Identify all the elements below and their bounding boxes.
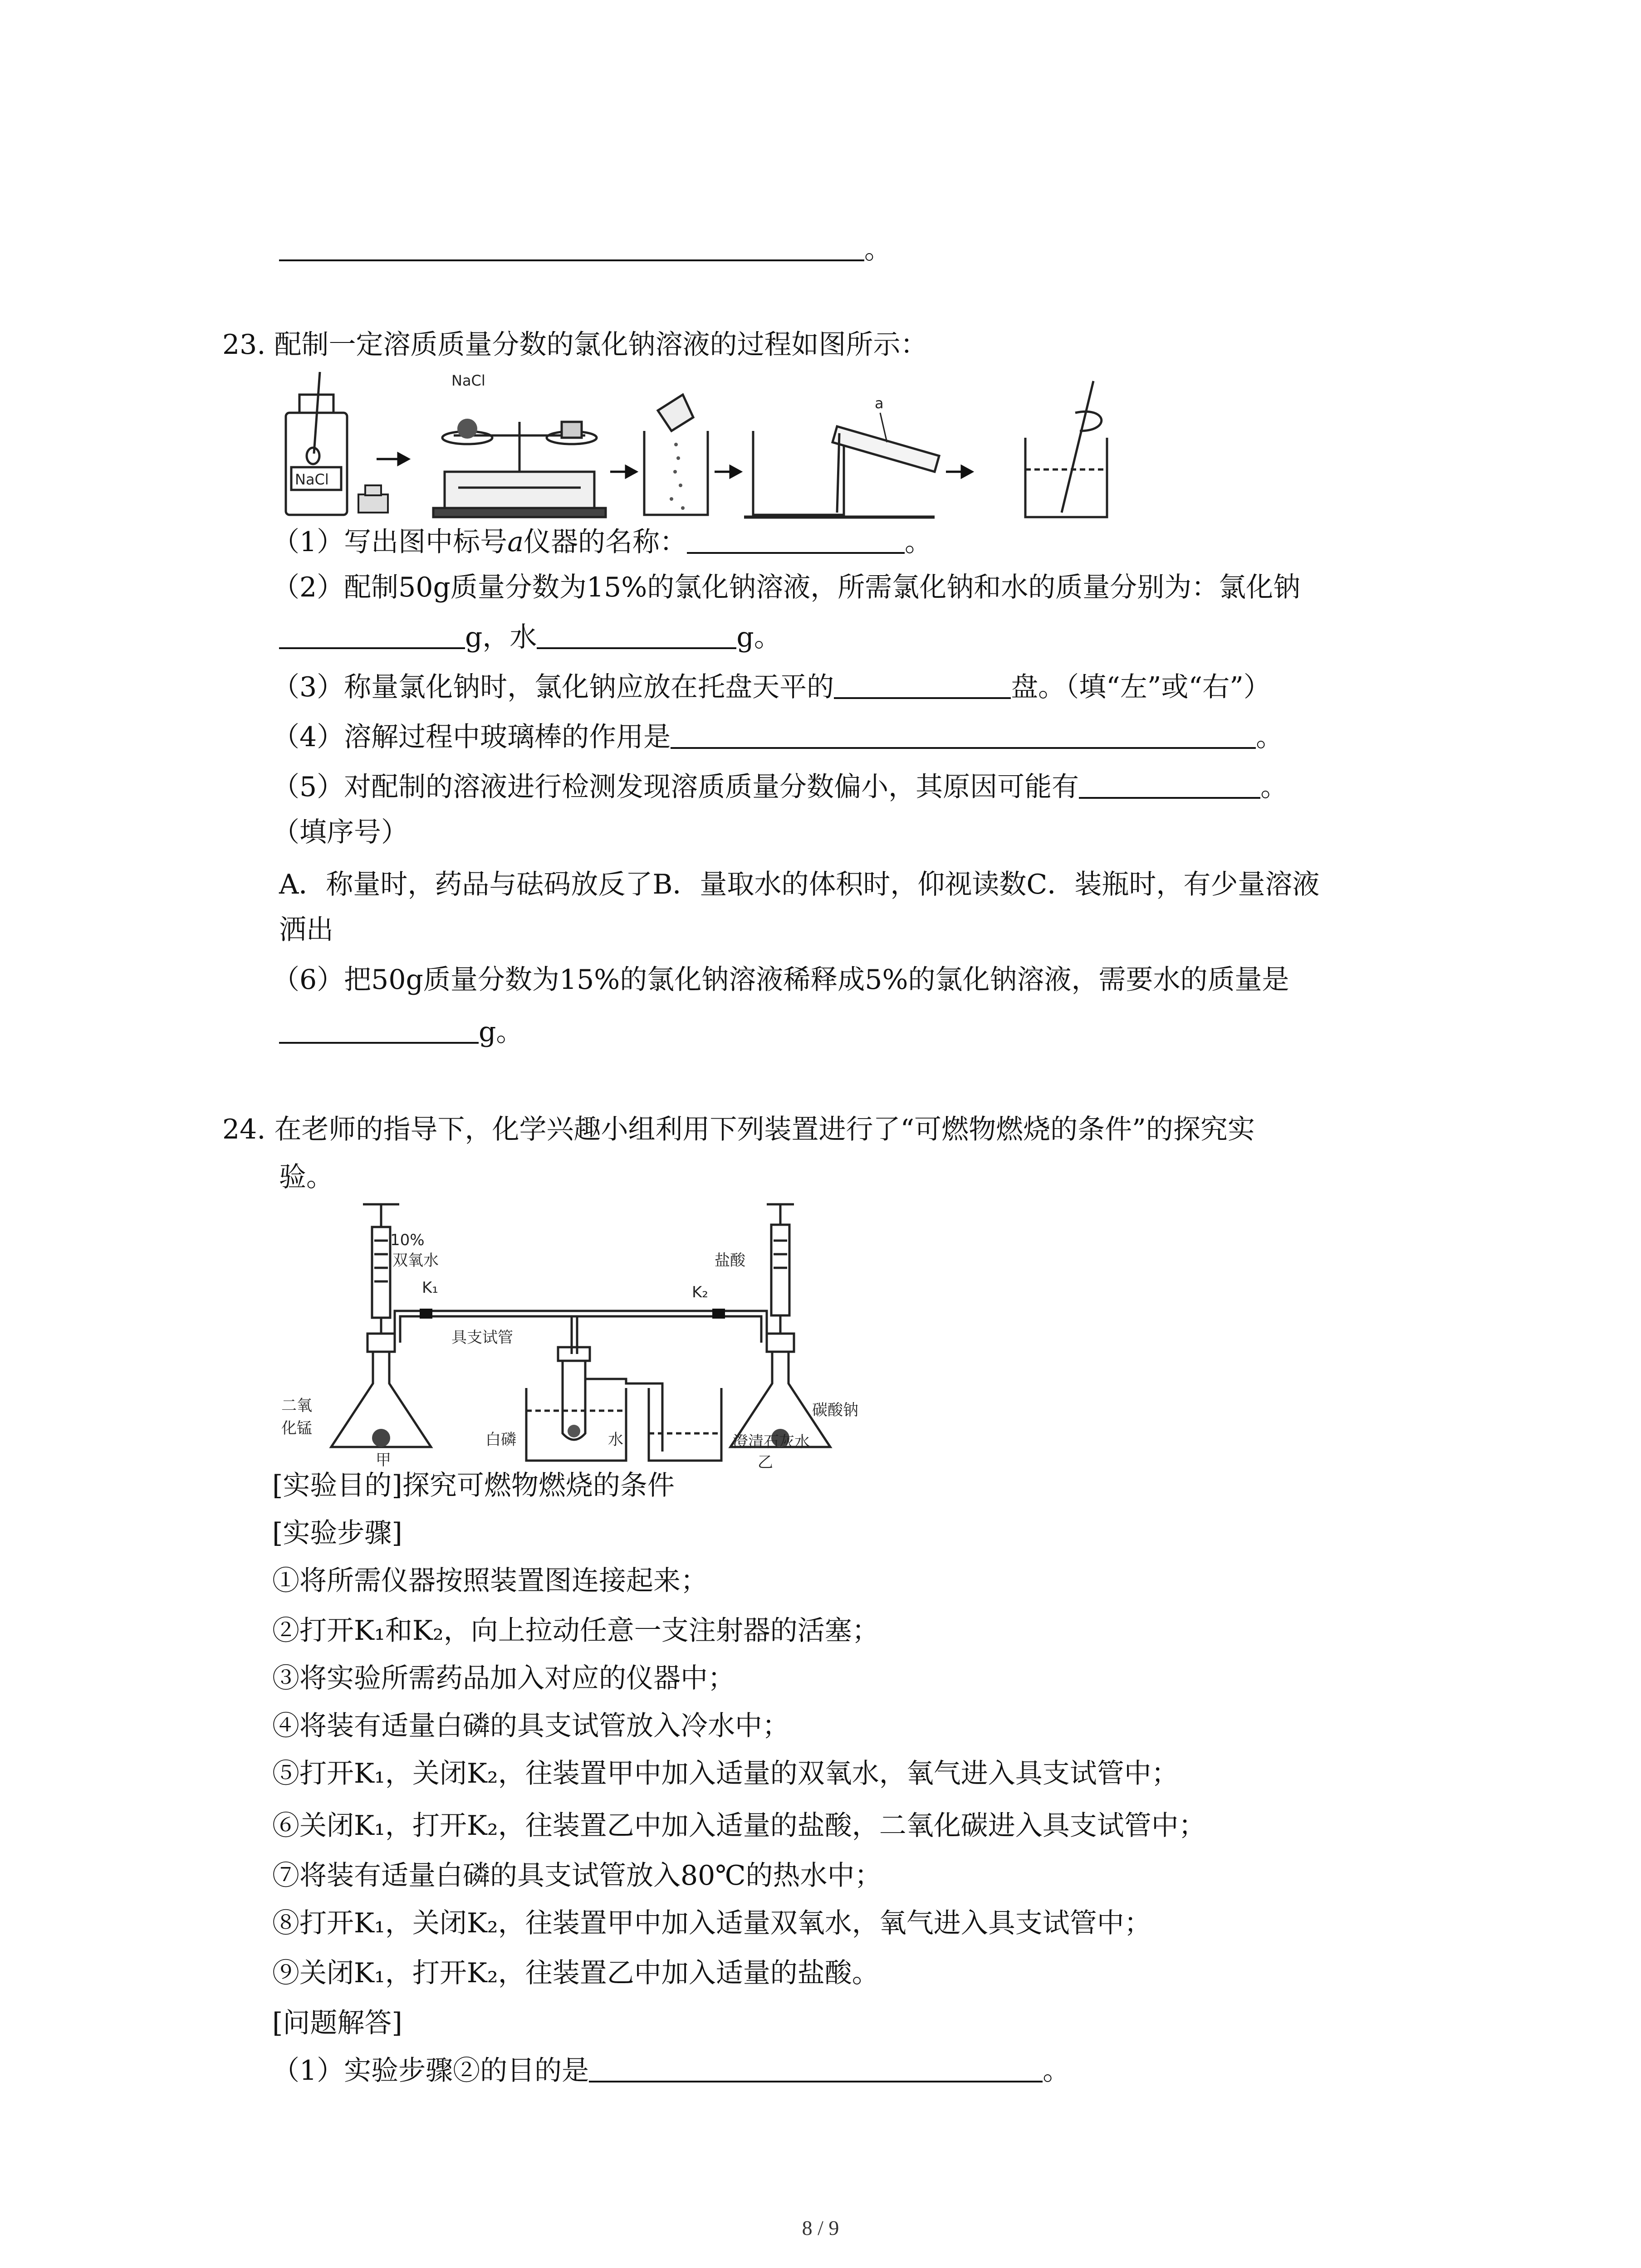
beaker-water-icon [526,1388,626,1461]
step-6: ⑥关闭K₁，打开K₂，往装置乙中加入适量的盐酸，二氧化碳进入具支试管中； [272,1810,1206,1842]
step-5: ⑤打开K₁，关闭K₂，往装置甲中加入适量的双氧水，氧气进入具支试管中； [272,1758,1179,1789]
q23-options-line1: A．称量时，药品与砝码放反了B．量取水的体积时，仰视读数C．装瓶时，有少量溶液 [279,869,1320,900]
answer-blank[interactable] [279,1015,479,1044]
step-9: ⑨关闭K₁，打开K₂，往装置乙中加入适量的盐酸。 [272,1957,879,1989]
arrow-icon [715,466,740,477]
q23-part1: （1）写出图中标号a仪器的名称： 。 [272,524,932,560]
valve-k2-icon [712,1309,725,1319]
label-mno2-1: 二氧 [281,1397,312,1415]
q24-figure [272,1198,880,1470]
beaker-cylinder-icon [744,426,939,517]
answer-blank[interactable] [279,620,465,649]
answer-blank[interactable] [1079,770,1260,799]
answer-blank[interactable] [279,232,864,261]
label-branched-tube: 具支试管 [451,1329,513,1347]
q24-purpose: [实验目的]探究可燃物燃烧的条件 [272,1470,675,1501]
arrow-icon [610,466,636,477]
nacl-bottle-label: NaCl [295,471,329,488]
arrow-icon [946,466,972,477]
mno2-powder-icon [372,1429,390,1447]
label-limewater: 澄清石灰水 [733,1433,810,1451]
label-jia: 甲 [376,1451,391,1469]
step-8: ⑧打开K₁，关闭K₂，往装置甲中加入适量双氧水，氧气进入具支试管中； [272,1907,1151,1939]
beaker-limewater-icon [649,1388,721,1461]
q23-part4: （4）溶解过程中玻璃棒的作用是 。 [272,719,1283,755]
reagent-bottle-icon [286,372,347,515]
label-10pct: 10% [390,1231,425,1249]
step-4: ④将装有适量白磷的具支试管放入冷水中； [272,1710,789,1742]
beaker-stir-icon [1025,381,1107,517]
q23-part2-line1: （2）配制50g质量分数为15%的氯化钠溶液，所需氯化钠和水的质量分别为：氯化钠 [272,572,1301,603]
q23-options-line2: 洒出 [279,914,333,946]
answer-blank[interactable] [834,670,1011,699]
label-white-phosphorus: 白磷 [485,1431,516,1449]
label-mno2-2: 化锰 [281,1419,312,1437]
q23-part3: （3）称量氯化钠时，氯化钠应放在托盘天平的 盘。（填“左”或“右”） [272,669,1271,705]
arrow-icon [377,454,408,464]
q24-answer-title: [问题解答] [272,2007,402,2039]
label-a: a [875,395,884,412]
weight-block-icon [358,485,388,513]
q24-stem-line2: 验。 [279,1161,333,1193]
label-yi: 乙 [758,1453,773,1470]
label-hcl: 盐酸 [715,1251,745,1270]
label-na2co3: 碳酸钠 [812,1401,858,1419]
beaker-powder-icon [644,395,708,515]
q24-answer-1: （1）实验步骤②的目的是 。 [272,2053,1070,2089]
answer-blank[interactable] [671,720,1256,749]
label-k1: K₁ [422,1279,438,1297]
q23-part6: （6）把50g质量分数为15%的氯化钠溶液稀释成5%的氯化钠溶液，需要水的质量是 [272,964,1289,996]
q23-part2-line2: g，水 g。 [279,619,781,655]
q23-figure [277,363,1161,526]
label-water: 水 [608,1431,623,1449]
step-2: ②打开K₁和K₂，向上拉动任意一支注射器的活塞； [272,1615,879,1647]
nacl-pile-icon [457,419,477,439]
label-h2o2: 双氧水 [392,1251,439,1270]
syringe-right-icon [767,1204,794,1334]
step-3: ③将实验所需药品加入对应的仪器中； [272,1662,735,1694]
label-k2: K₂ [692,1283,708,1301]
step-1: ①将所需仪器按照装置图连接起来； [272,1565,708,1597]
q23-part6-line2: g。 [279,1014,523,1050]
label-a-pointer [880,413,887,442]
answer-blank[interactable] [589,2053,1043,2082]
step-7: ⑦将装有适量白磷的具支试管放入80℃的热水中； [272,1860,882,1892]
white-phosphorus-icon [568,1425,580,1437]
top-answer-line: 。 [279,231,892,268]
q23-part5: （5）对配制的溶液进行检测发现溶质质量分数偏小，其原因可能有 。 [272,769,1288,805]
q24-stem: 24. 在老师的指导下，化学兴趣小组利用下列装置进行了“可燃物燃烧的条件”的探究实 [222,1114,1255,1145]
answer-blank[interactable] [687,525,905,554]
nacl-balance-label: NaCl [451,372,485,389]
answer-blank[interactable] [537,620,736,649]
q24-steps-title: [实验步骤] [272,1517,402,1549]
q23-stem: 23. 配制一定溶质质量分数的氯化钠溶液的过程如图所示： [222,329,928,361]
valve-k1-icon [420,1309,432,1319]
powder-particles-icon [670,443,685,510]
page-number: 8 / 9 [802,2216,839,2239]
q23-part5-line2: （填序号） [272,816,408,848]
balance-icon [433,422,606,517]
